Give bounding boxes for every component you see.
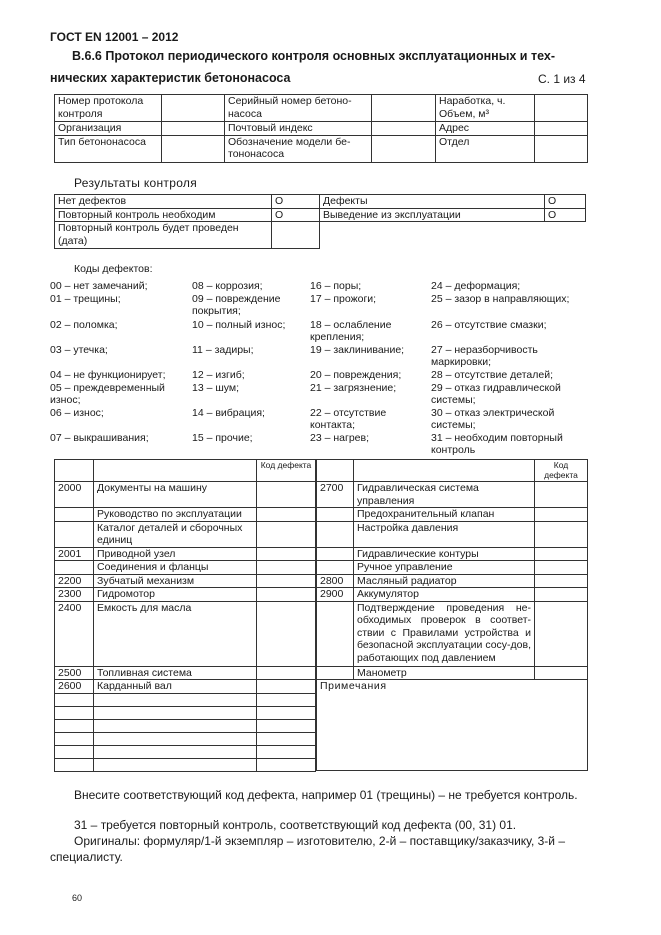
defect-code-cell[interactable] <box>535 547 588 561</box>
info-cell: Обозначение модели бе-тононасоса <box>225 135 372 162</box>
result-label: Нет дефектов <box>55 195 272 209</box>
defect-code: 21 – загрязнение; <box>310 382 397 394</box>
item-number: 2300 <box>55 588 94 602</box>
item-number: 2200 <box>55 574 94 588</box>
defect-code-cell[interactable] <box>535 601 588 666</box>
defect-code: 26 – отсутствие смазки; <box>431 319 547 331</box>
item-number: 2400 <box>55 601 94 666</box>
defect-code: 12 – изгиб; <box>192 369 245 381</box>
page-number: 60 <box>72 893 83 903</box>
item-name: Гидравлические контуры <box>354 547 535 561</box>
code-column-header: Код дефекта <box>257 460 316 482</box>
defect-codes-heading: Коды дефектов: <box>74 263 153 275</box>
item-name: Соединения и фланцы <box>94 561 257 575</box>
defect-code: 01 – трещины; <box>50 293 121 305</box>
info-cell: Отдел <box>436 135 535 162</box>
results-table <box>54 194 586 249</box>
protocol-title-line1: В.6.6 Протокол периодического контроля основных эксплуатационных и тех- <box>72 49 555 63</box>
info-value-cell[interactable] <box>162 122 225 136</box>
item-name: Манометр <box>354 666 535 680</box>
defect-code-cell[interactable] <box>257 680 316 694</box>
defect-code: 13 – шум; <box>192 382 240 394</box>
footer-paragraph-3: Оригиналы: формуляр/1-й экземпляр – изготовителю, 2-й – поставщику/заказчику, 3-й – специалисту. <box>50 834 566 864</box>
defect-code: 02 – поломка; <box>50 319 118 331</box>
item-number: 2000 <box>55 482 94 508</box>
defect-code: 11 – задиры; <box>192 344 254 356</box>
inspection-table-right <box>316 459 588 771</box>
item-name: Предохранительный клапан <box>354 508 535 522</box>
result-checkbox[interactable]: О <box>545 195 586 209</box>
item-name: Емкость для масла <box>94 601 257 666</box>
results-heading: Результаты контроля <box>74 176 197 190</box>
defect-code: 06 – износ; <box>50 407 104 419</box>
defect-code-cell[interactable] <box>257 547 316 561</box>
defect-code: 30 – отказ электрической системы; <box>431 407 555 431</box>
footer-paragraph-1: Внесите соответствующий код дефекта, например 01 (трещины) – не требуется контроль. <box>74 788 578 802</box>
defect-code: 31 – необходим повторный контроль <box>431 432 563 456</box>
defect-code: 10 – полный износ; <box>192 319 286 331</box>
defect-code: 18 – ослабление крепления; <box>310 319 392 343</box>
info-cell: Номер протокола контроля <box>55 95 162 122</box>
item-name: Аккумулятор <box>354 588 535 602</box>
defect-code-cell[interactable] <box>257 521 316 547</box>
item-number: 2600 <box>55 680 94 694</box>
result-checkbox[interactable]: О <box>545 208 586 222</box>
defect-code: 08 – коррозия; <box>192 280 263 292</box>
defect-code: 03 – утечка; <box>50 344 108 356</box>
defect-code-cell[interactable] <box>257 508 316 522</box>
info-value-cell[interactable] <box>162 135 225 162</box>
item-name: Топливная система <box>94 666 257 680</box>
defect-code-cell[interactable] <box>535 666 588 680</box>
defect-code-cell[interactable] <box>257 482 316 508</box>
defect-code-cell[interactable] <box>535 574 588 588</box>
defect-code-cell[interactable] <box>257 561 316 575</box>
defect-code: 23 – нагрев; <box>310 432 369 444</box>
defect-code-cell[interactable] <box>535 508 588 522</box>
item-name: Гидромотор <box>94 588 257 602</box>
defect-code: 14 – вибрация; <box>192 407 265 419</box>
defect-code: 15 – прочие; <box>192 432 253 444</box>
info-value-cell[interactable] <box>535 95 588 122</box>
info-table <box>54 94 588 163</box>
item-name: Документы на машину <box>94 482 257 508</box>
defect-code-cell[interactable] <box>257 574 316 588</box>
result-label: Повторный контроль будет проведен (дата) <box>55 222 272 249</box>
item-number: 2700 <box>317 482 354 508</box>
defect-code-cell[interactable] <box>535 561 588 575</box>
defect-code-cell[interactable] <box>257 601 316 666</box>
inspection-table-left <box>54 459 316 772</box>
item-name: Руководство по эксплуатации <box>94 508 257 522</box>
defect-code-cell[interactable] <box>535 482 588 508</box>
info-cell: Почтовый индекс <box>225 122 372 136</box>
defect-code: 05 – преждевременный износ; <box>50 382 165 406</box>
protocol-title-line2: нических характеристик бетононасоса <box>50 71 291 85</box>
item-number: 2001 <box>55 547 94 561</box>
defect-code: 04 – не функционирует; <box>50 369 166 381</box>
item-number: 2900 <box>317 588 354 602</box>
info-value-cell[interactable] <box>535 135 588 162</box>
info-cell: Серийный номер бетоно-насоса <box>225 95 372 122</box>
info-value-cell[interactable] <box>372 95 436 122</box>
defect-code: 22 – отсутствие контакта; <box>310 407 387 431</box>
item-name: Гидравлическая система управления <box>354 482 535 508</box>
item-name: Подтверждение проведения не-обходимых проверок в соответ-ствии с Правилами устройства и безопасной эксплуатации сосу-дов, работающих под давлением <box>354 601 535 666</box>
defect-code: 27 – неразборчивость маркировки; <box>431 344 538 368</box>
defect-code-cell[interactable] <box>535 588 588 602</box>
item-number: 2500 <box>55 666 94 680</box>
result-label: Дефекты <box>320 195 545 209</box>
defect-code-cell[interactable] <box>257 588 316 602</box>
result-checkbox[interactable]: О <box>272 208 320 222</box>
code-column-header: Код дефекта <box>535 460 588 482</box>
defect-code: 19 – заклинивание; <box>310 344 405 356</box>
info-cell: Наработка, ч. Объем, м³ <box>436 95 535 122</box>
info-value-cell[interactable] <box>372 122 436 136</box>
defect-code: 07 – выкрашивания; <box>50 432 149 444</box>
defect-code: 25 – зазор в направляющих; <box>431 293 570 305</box>
defect-code: 29 – отказ гидравлической системы; <box>431 382 561 406</box>
defect-code: 28 – отсутствие деталей; <box>431 369 554 381</box>
defect-code: 00 – нет замечаний; <box>50 280 148 292</box>
defect-code-cell[interactable] <box>257 666 316 680</box>
result-checkbox[interactable]: О <box>272 195 320 209</box>
defect-code: 16 – поры; <box>310 280 362 292</box>
item-number: 2800 <box>317 574 354 588</box>
standard-header: ГОСТ EN 12001 – 2012 <box>50 30 179 44</box>
item-name: Каталог деталей и сборочных единиц <box>94 521 257 547</box>
item-name: Масляный радиатор <box>354 574 535 588</box>
defect-code: 20 – повреждения; <box>310 369 402 381</box>
item-name: Ручное управление <box>354 561 535 575</box>
item-name: Карданный вал <box>94 680 257 694</box>
defect-codes-list <box>50 280 590 456</box>
info-value-cell[interactable] <box>535 122 588 136</box>
defect-code-cell[interactable] <box>535 521 588 547</box>
item-name: Зубчатый механизм <box>94 574 257 588</box>
result-date-field[interactable] <box>272 222 320 249</box>
footer-paragraph-2: 31 – требуется повторный контроль, соответствующий код дефекта (00, 31) 01. <box>74 818 517 832</box>
info-value-cell[interactable] <box>372 135 436 162</box>
item-name: Настройка давления <box>354 521 535 547</box>
info-cell: Организация <box>55 122 162 136</box>
result-label: Выведение из эксплуатации <box>320 208 545 222</box>
info-cell: Тип бетононасоса <box>55 135 162 162</box>
item-name: Приводной узел <box>94 547 257 561</box>
result-label: Повторный контроль необходим <box>55 208 272 222</box>
defect-code: 09 – повреждение покрытия; <box>192 293 281 317</box>
notes-field[interactable]: Примечания <box>317 680 588 771</box>
defect-code: 17 – прожоги; <box>310 293 377 305</box>
info-value-cell[interactable] <box>162 95 225 122</box>
defect-code: 24 – деформация; <box>431 280 521 292</box>
info-cell: Адрес <box>436 122 535 136</box>
page-counter: С. 1 из 4 <box>538 72 586 86</box>
